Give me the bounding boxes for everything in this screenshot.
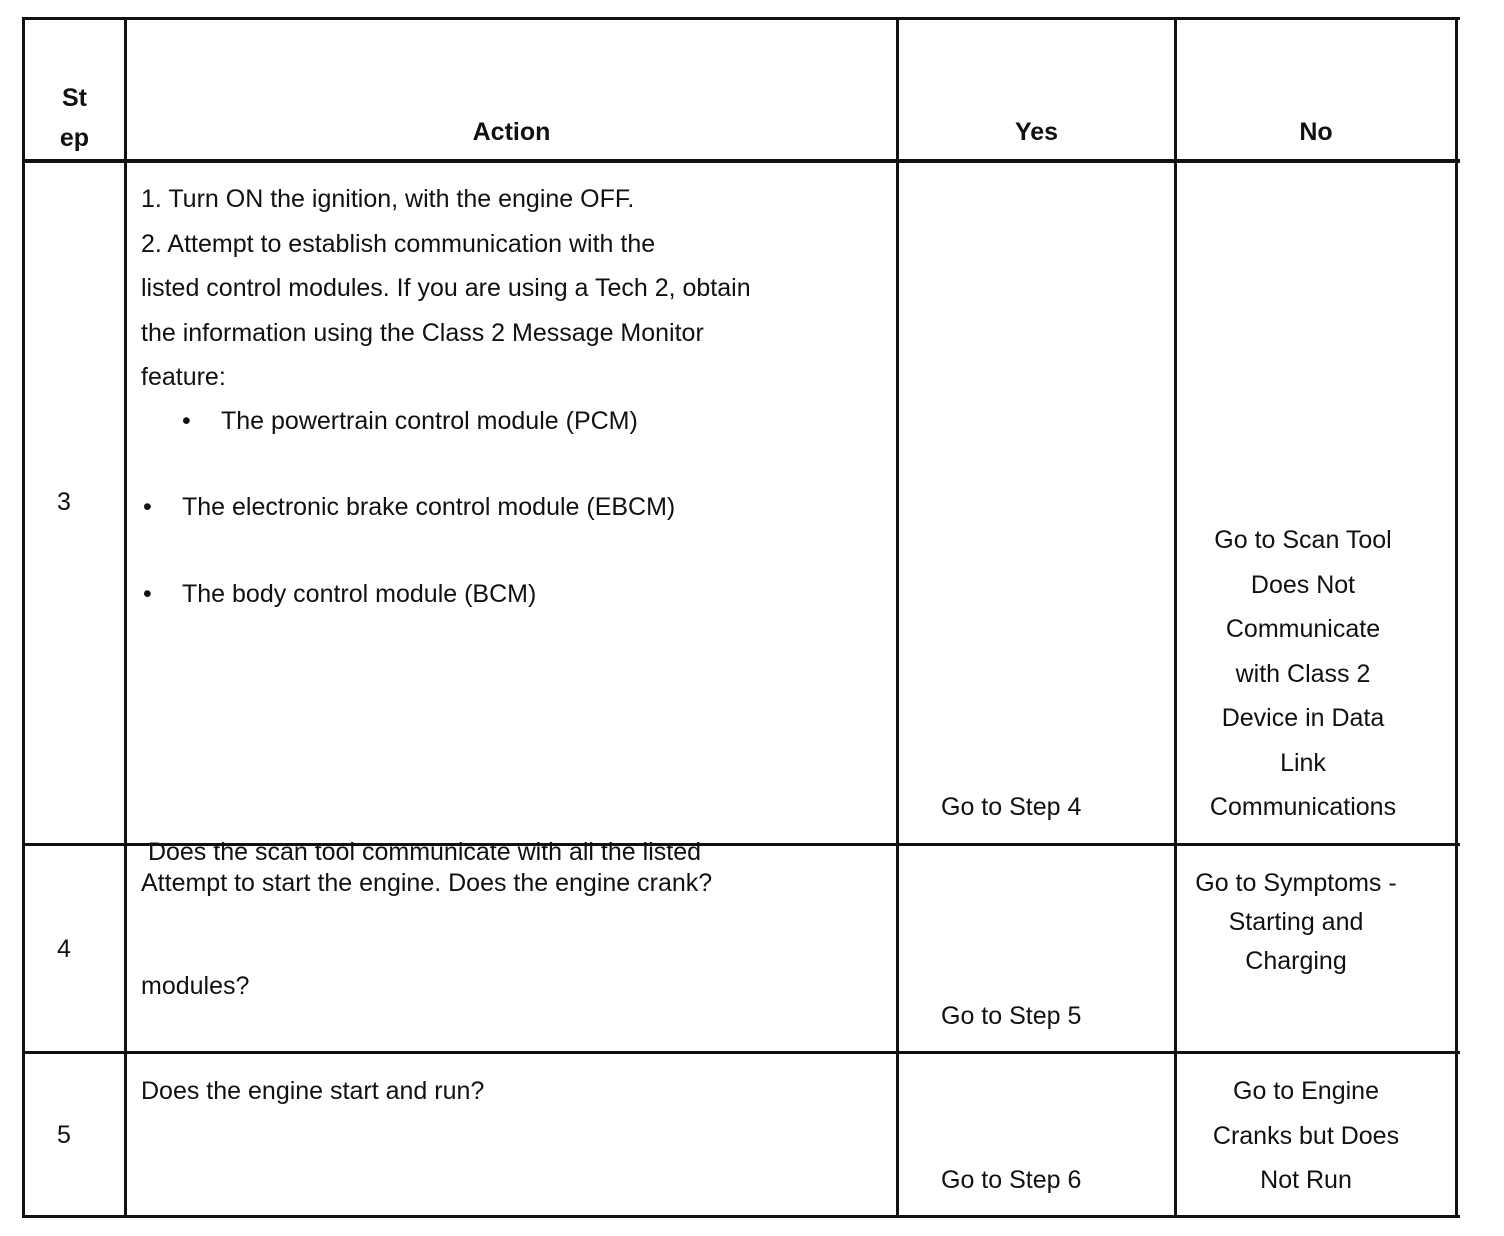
question-line: Does the scan tool communicate with all the listed [141, 838, 701, 866]
bullet-text: The body control module (BCM) [182, 580, 537, 608]
bullet-text: The powertrain control module (PCM) [221, 407, 638, 435]
row-3-yes-result: Go to Step 4 [941, 793, 1082, 821]
row-5-no-result [1190, 1069, 1422, 1203]
bullet-text: The electronic brake control module (EBCM) [182, 493, 676, 521]
row-4-no-result [1177, 864, 1415, 981]
row-4-step-number: 4 [57, 935, 71, 963]
action-line: listed control modules. If you are using a Tech 2, obtain [141, 274, 751, 302]
action-line: the information using the Class 2 Message Monitor [141, 318, 704, 347]
no-line: with Class 2 [1235, 659, 1371, 688]
no-line: Charging [1245, 947, 1347, 975]
bullet-item-pcm [182, 399, 638, 444]
bullet-item-ebcm [143, 485, 676, 530]
no-line: Go to Symptoms - [1195, 869, 1397, 897]
action-line: 2. Attempt to establish communication with the [141, 229, 656, 258]
no-line: Starting and [1228, 908, 1364, 936]
column-divider-yes [1174, 17, 1177, 1218]
row-3-action-instructions [141, 177, 751, 400]
action-line: 1. Turn ON the ignition, with the engine OFF. [141, 185, 635, 213]
row-4-yes-result: Go to Step 5 [941, 1002, 1082, 1030]
table-border-right [1455, 17, 1458, 1218]
row-3-step-number: 3 [57, 488, 71, 516]
no-line: Communicate [1225, 615, 1381, 643]
no-line: Go to Scan Tool [1214, 526, 1392, 554]
no-line: Go to Engine [1233, 1077, 1379, 1105]
header-action: Action [472, 118, 551, 146]
row-5-action: Does the engine start and run? [141, 1077, 485, 1105]
table-border-top [22, 17, 1460, 20]
row-5-step-number: 5 [57, 1121, 71, 1149]
column-divider-action [896, 17, 899, 1218]
row-5-yes-result: Go to Step 6 [941, 1166, 1082, 1194]
row-3-question [141, 741, 701, 1097]
row-4-action: Attempt to start the engine. Does the engine crank? [141, 869, 713, 897]
no-line: Device in Data [1221, 704, 1385, 732]
bullet-icon: • [182, 407, 191, 435]
column-divider-step [124, 17, 127, 1218]
no-line: Cranks but Does [1212, 1121, 1400, 1150]
table-border-left [22, 17, 25, 1218]
header-bottom-rule [22, 159, 1460, 163]
header-step-line-1: St [62, 84, 87, 112]
header-no: No [1299, 118, 1333, 146]
table-border-bottom [22, 1215, 1460, 1218]
bullet-icon: • [143, 580, 152, 608]
no-line: Not Run [1260, 1166, 1352, 1194]
header-step [25, 78, 124, 158]
bullet-item-bcm [143, 572, 537, 617]
row-3-no-result [1180, 518, 1426, 830]
question-line: modules? [141, 971, 250, 1000]
no-line: Does Not [1250, 570, 1356, 599]
action-line: feature: [141, 363, 226, 391]
bullet-icon: • [143, 493, 152, 521]
header-yes: Yes [1014, 118, 1059, 146]
no-line: Link [1280, 748, 1326, 777]
header-step-line-2: ep [59, 124, 90, 152]
no-line: Communications [1209, 793, 1397, 821]
